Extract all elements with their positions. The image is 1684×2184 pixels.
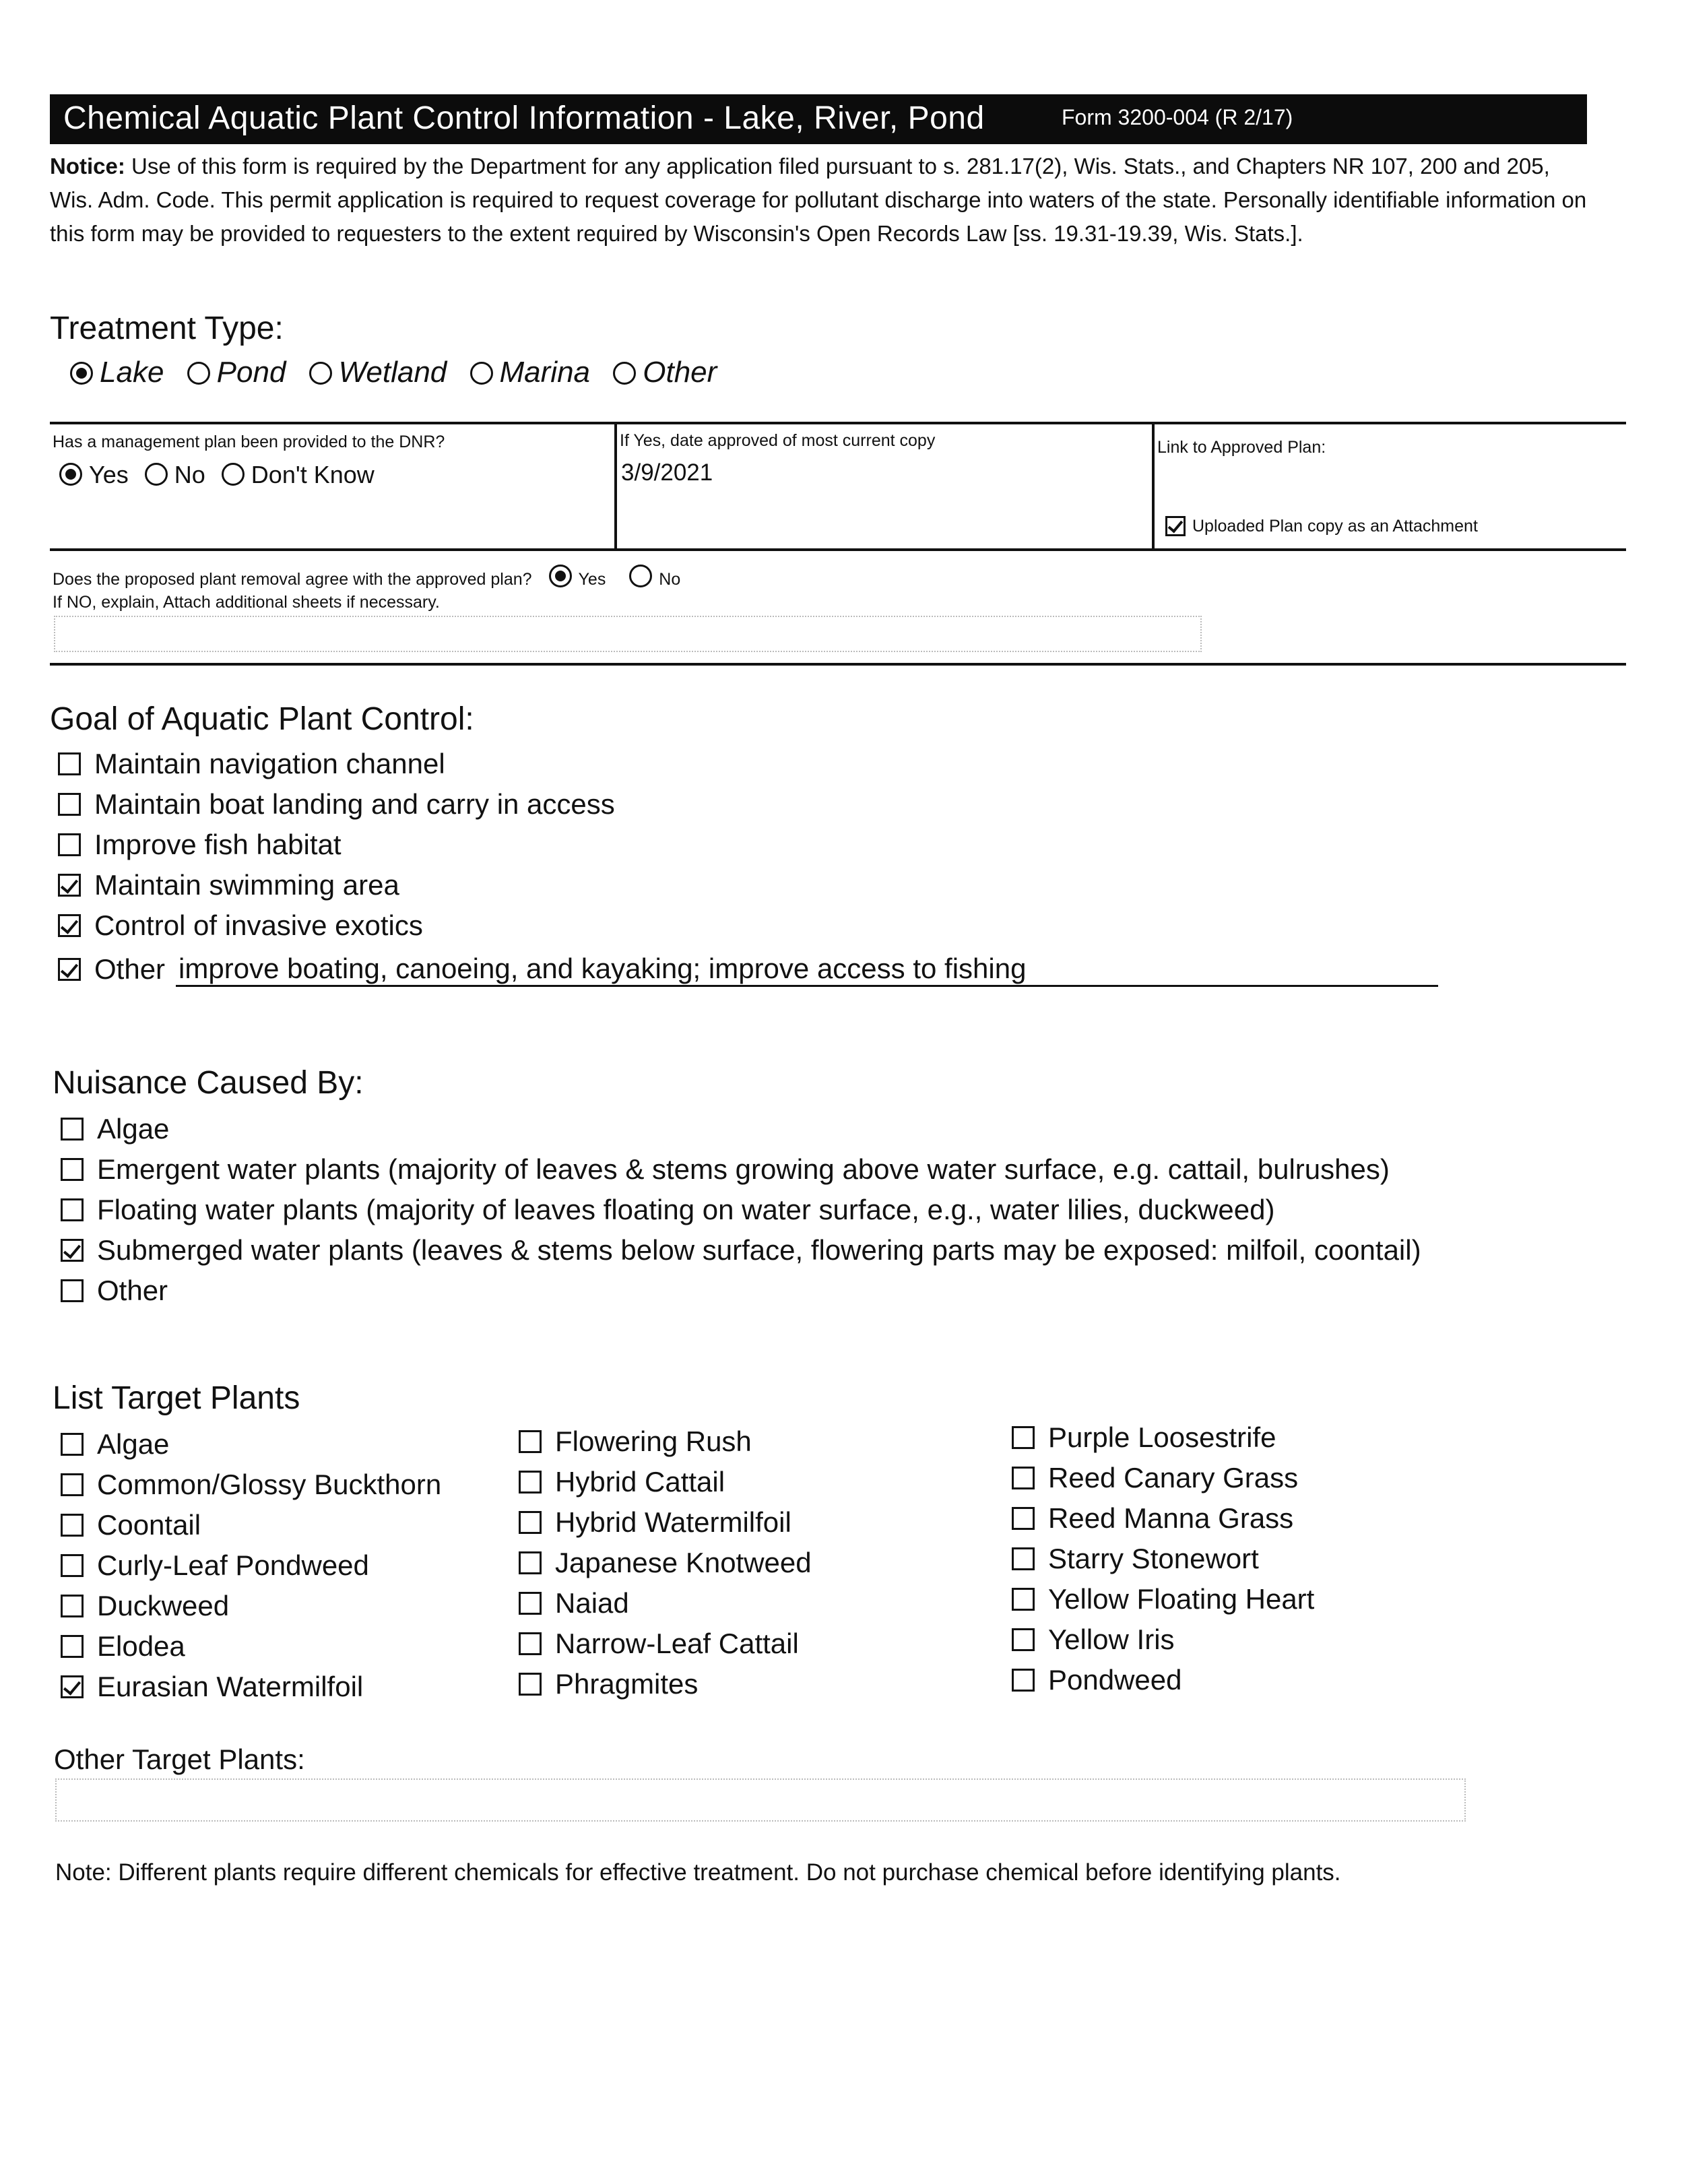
target-plant-eurasian-watermilfoil[interactable]: Eurasian Watermilfoil bbox=[61, 1667, 441, 1707]
target-plants-column-1 bbox=[61, 1424, 441, 1707]
checkbox-icon bbox=[58, 793, 81, 816]
nuisance-item-emergent[interactable]: Emergent water plants (majority of leaves & stems growing above water surface, e.g. cattail, bulrushes) bbox=[61, 1149, 1421, 1190]
target-plant-naiad[interactable]: Naiad bbox=[519, 1583, 812, 1624]
radio-icon bbox=[549, 565, 572, 587]
checkbox-icon bbox=[61, 1158, 84, 1181]
target-plant-curly-leaf-pondweed[interactable]: Curly-Leaf Pondweed bbox=[61, 1545, 441, 1586]
checkbox-icon bbox=[1012, 1628, 1035, 1651]
form-number: Form 3200-004 (R 2/17) bbox=[1062, 105, 1293, 129]
target-plant-reed-manna-grass[interactable]: Reed Manna Grass bbox=[1012, 1498, 1314, 1539]
note-text: Different plants require different chemicals for effective treatment. Do not purchase chemical before identifying plants. bbox=[118, 1859, 1341, 1886]
target-plant-hybrid-cattail[interactable]: Hybrid Cattail bbox=[519, 1462, 812, 1502]
explain-label: If NO, explain, Attach additional sheets if necessary. bbox=[53, 593, 440, 612]
nuisance-item-other[interactable]: Other bbox=[61, 1271, 1421, 1311]
notice-text: Use of this form is required by the Department for any application filed pursuant to s. 281.17(2), Wis. Stats., and Chapters NR 107, 200 and 205, Wis. Adm. Code. This permit application is required to request coverage for pollutant discharge into waters of the state. Personally identifiable information on this form may be provided to requesters to the extent required by Wisconsin's Open Records Law [ss. 19.31-19.39, Wis. Stats.]. bbox=[50, 154, 1587, 246]
checkbox-icon bbox=[1012, 1588, 1035, 1611]
checkbox-icon bbox=[1012, 1547, 1035, 1570]
target-plant-japanese-knotweed[interactable]: Japanese Knotweed bbox=[519, 1543, 812, 1583]
treatment-option-lake[interactable]: Lake bbox=[70, 356, 164, 389]
goal-other-field[interactable]: improve boating, canoeing, and kayaking; improve access to fishing bbox=[176, 953, 1438, 987]
target-plants-column-3 bbox=[1012, 1417, 1314, 1700]
checkbox-icon bbox=[519, 1551, 542, 1574]
form-title: Chemical Aquatic Plant Control Information - Lake, River, Pond bbox=[63, 100, 985, 136]
target-plants-column-2 bbox=[519, 1421, 812, 1704]
other-target-plants-label: Other Target Plants: bbox=[54, 1743, 305, 1775]
goal-item-other[interactable]: Other improve boating, canoeing, and kayaking; improve access to fishing bbox=[58, 946, 1438, 993]
nuisance-item-algae[interactable]: Algae bbox=[61, 1109, 1421, 1149]
checkbox-icon bbox=[519, 1673, 542, 1696]
target-plant-algae[interactable]: Algae bbox=[61, 1424, 441, 1465]
treatment-option-pond[interactable]: Pond bbox=[187, 356, 286, 389]
target-plant-duckweed[interactable]: Duckweed bbox=[61, 1586, 441, 1626]
nuisance-item-floating[interactable]: Floating water plants (majority of leaves floating on water surface, e.g., water lilies, duckweed) bbox=[61, 1190, 1421, 1230]
explain-input[interactable] bbox=[54, 616, 1202, 652]
plan-option-no[interactable]: No bbox=[145, 461, 205, 488]
checkbox-icon bbox=[519, 1511, 542, 1534]
target-plant-phragmites[interactable]: Phragmites bbox=[519, 1664, 812, 1704]
footer-note bbox=[55, 1859, 1341, 1886]
checkbox-icon bbox=[1012, 1426, 1035, 1449]
radio-icon bbox=[59, 463, 82, 486]
radio-icon bbox=[470, 362, 493, 385]
checkbox-icon bbox=[61, 1514, 84, 1537]
checkbox-icon bbox=[58, 874, 81, 897]
checkbox-icon bbox=[61, 1675, 84, 1698]
target-plant-elodea[interactable]: Elodea bbox=[61, 1626, 441, 1667]
table-divider bbox=[614, 424, 617, 550]
nuisance-heading: Nuisance Caused By: bbox=[53, 1065, 364, 1101]
approval-date-label: If Yes, date approved of most current copy bbox=[620, 431, 936, 450]
radio-icon bbox=[145, 463, 168, 486]
checkbox-icon bbox=[1012, 1507, 1035, 1530]
goal-item-fish-habitat[interactable]: Improve fish habitat bbox=[58, 825, 1438, 865]
notice-paragraph bbox=[50, 150, 1592, 251]
approval-date-field[interactable]: 3/9/2021 bbox=[621, 459, 713, 486]
checkbox-icon bbox=[61, 1473, 84, 1496]
checkbox-icon bbox=[61, 1635, 84, 1658]
goal-item-navigation[interactable]: Maintain navigation channel bbox=[58, 744, 1438, 784]
treatment-type-heading: Treatment Type: bbox=[50, 311, 284, 346]
target-plant-coontail[interactable]: Coontail bbox=[61, 1505, 441, 1545]
management-plan-question: Has a management plan been provided to the DNR? bbox=[53, 432, 445, 451]
section-rule bbox=[50, 663, 1626, 666]
checkbox-icon bbox=[61, 1554, 84, 1577]
checkbox-icon bbox=[519, 1471, 542, 1494]
checkbox-icon bbox=[61, 1198, 84, 1221]
goal-heading: Goal of Aquatic Plant Control: bbox=[50, 701, 474, 737]
checkbox-icon bbox=[58, 752, 81, 775]
treatment-option-wetland[interactable]: Wetland bbox=[309, 356, 447, 389]
table-bottom-rule bbox=[50, 548, 1626, 551]
goal-list bbox=[58, 744, 1438, 993]
uploaded-plan-checkbox[interactable]: Uploaded Plan copy as an Attachment bbox=[1165, 516, 1478, 536]
radio-icon bbox=[629, 565, 652, 587]
checkbox-icon bbox=[61, 1279, 84, 1302]
target-plant-yellow-floating-heart[interactable]: Yellow Floating Heart bbox=[1012, 1579, 1314, 1619]
table-divider bbox=[1152, 424, 1155, 550]
table-top-rule bbox=[50, 422, 1626, 424]
goal-item-boat-landing[interactable]: Maintain boat landing and carry in access bbox=[58, 784, 1438, 825]
checkbox-icon bbox=[58, 833, 81, 856]
checkbox-icon bbox=[519, 1430, 542, 1453]
checkbox-icon bbox=[1012, 1669, 1035, 1692]
checkbox-icon bbox=[61, 1118, 84, 1141]
nuisance-item-submerged[interactable]: Submerged water plants (leaves & stems below surface, flowering parts may be exposed: milfoil, coontail) bbox=[61, 1230, 1421, 1271]
checkbox-icon bbox=[58, 958, 81, 981]
checkbox-icon bbox=[519, 1632, 542, 1655]
note-label: Note: bbox=[55, 1859, 112, 1886]
treatment-option-other[interactable]: Other bbox=[613, 356, 717, 389]
approved-plan-link-label: Link to Approved Plan: bbox=[1157, 438, 1326, 457]
target-plant-narrow-leaf-cattail[interactable]: Narrow-Leaf Cattail bbox=[519, 1624, 812, 1664]
plan-option-yes[interactable]: Yes bbox=[59, 461, 129, 488]
form-header bbox=[50, 94, 1587, 144]
target-plant-flowering-rush[interactable]: Flowering Rush bbox=[519, 1421, 812, 1462]
checkbox-icon bbox=[61, 1595, 84, 1617]
goal-item-invasive[interactable]: Control of invasive exotics bbox=[58, 905, 1438, 946]
radio-icon bbox=[309, 362, 332, 385]
plan-option-dont-know[interactable]: Don't Know bbox=[222, 461, 375, 488]
plan-agreement-question: Does the proposed plant removal agree with the approved plan? Yes No bbox=[53, 565, 680, 589]
other-target-plants-input[interactable] bbox=[55, 1778, 1466, 1822]
target-plants-heading: List Target Plants bbox=[53, 1380, 300, 1416]
notice-label: Notice: bbox=[50, 154, 125, 179]
nuisance-list bbox=[61, 1109, 1421, 1311]
radio-icon bbox=[222, 463, 245, 486]
goal-item-swimming[interactable]: Maintain swimming area bbox=[58, 865, 1438, 905]
radio-icon bbox=[187, 362, 210, 385]
agreement-option-no[interactable]: No bbox=[629, 570, 680, 589]
agreement-option-yes[interactable]: Yes bbox=[549, 570, 606, 589]
target-plant-hybrid-watermilfoil[interactable]: Hybrid Watermilfoil bbox=[519, 1502, 812, 1543]
checkbox-icon bbox=[61, 1239, 84, 1262]
target-plant-buckthorn[interactable]: Common/Glossy Buckthorn bbox=[61, 1465, 441, 1505]
target-plant-pondweed[interactable]: Pondweed bbox=[1012, 1660, 1314, 1700]
target-plant-starry-stonewort[interactable]: Starry Stonewort bbox=[1012, 1539, 1314, 1579]
radio-icon bbox=[70, 362, 93, 385]
treatment-type-options bbox=[70, 356, 732, 389]
checkbox-icon bbox=[519, 1592, 542, 1615]
radio-icon bbox=[613, 362, 636, 385]
treatment-option-marina[interactable]: Marina bbox=[470, 356, 591, 389]
management-plan-options bbox=[59, 461, 375, 489]
checkbox-icon bbox=[1012, 1467, 1035, 1489]
checkbox-icon bbox=[61, 1433, 84, 1456]
target-plant-purple-loosestrife[interactable]: Purple Loosestrife bbox=[1012, 1417, 1314, 1458]
checkbox-icon bbox=[1165, 516, 1186, 536]
target-plant-reed-canary-grass[interactable]: Reed Canary Grass bbox=[1012, 1458, 1314, 1498]
target-plant-yellow-iris[interactable]: Yellow Iris bbox=[1012, 1619, 1314, 1660]
checkbox-icon bbox=[58, 914, 81, 937]
